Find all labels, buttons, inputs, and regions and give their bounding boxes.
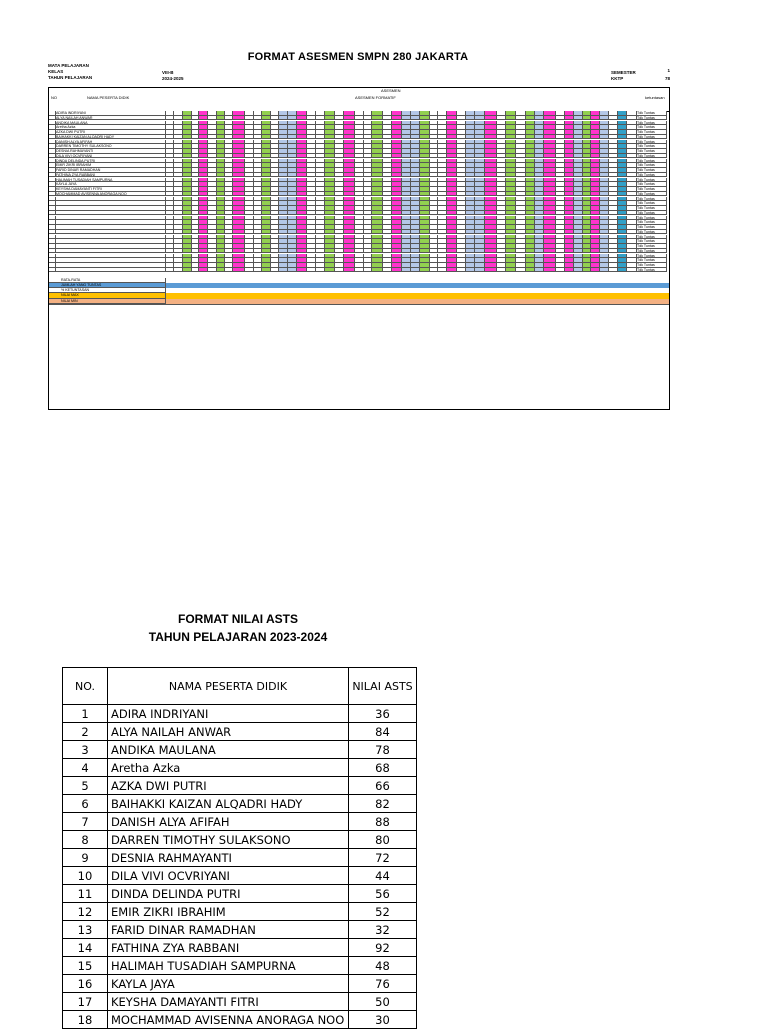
asts-score: 32: [349, 921, 417, 939]
grid-cell: Tdk Tuntas: [637, 211, 667, 216]
grid-cell: Tdk Tuntas: [637, 263, 667, 268]
grid-cell: Tdk Tuntas: [637, 116, 667, 121]
student-name: Aretha Azka: [108, 759, 349, 777]
footer-label: JUMLAH YANG TUNTAS: [49, 283, 166, 288]
grid-cell: [506, 268, 516, 273]
asts-score: 68: [349, 759, 417, 777]
meta-label-class: KELAS: [48, 69, 64, 74]
grid-cell: BAIHAKKI KAIZAN ALQADRI HADY: [56, 135, 166, 140]
footer-label: NILAI MIN: [49, 299, 166, 304]
grid-body: [49, 111, 669, 409]
grid-cell: [583, 268, 591, 273]
asts-score: 66: [349, 777, 417, 795]
grid-cell: Tdk Tuntas: [637, 201, 667, 206]
grid-cell: [208, 268, 217, 273]
grid-cell: Aretha Azka: [56, 125, 166, 130]
asts-score: 92: [349, 939, 417, 957]
table-row: [63, 759, 417, 777]
footer-label: % KETUNTASAN: [49, 288, 166, 293]
grid-cell: [438, 268, 447, 273]
table-row: [63, 993, 417, 1011]
grid-cell: [174, 268, 183, 273]
grid-cell: [600, 268, 609, 273]
grid-cell: [609, 268, 618, 273]
grid-cell: Tdk Tuntas: [637, 244, 667, 249]
grid-cell: Tdk Tuntas: [637, 159, 667, 164]
asts-score: 80: [349, 831, 417, 849]
grid-cell: [516, 268, 526, 273]
table-row: [63, 723, 417, 741]
sheet-meta-values: [162, 70, 184, 82]
row-number: 8: [63, 831, 108, 849]
table-row: [63, 975, 417, 993]
asts-title: [148, 610, 328, 646]
grid-cell: Tdk Tuntas: [637, 144, 667, 149]
table-row: [63, 885, 417, 903]
asts-title-line1: FORMAT NILAI ASTS: [178, 612, 298, 626]
table-row: [63, 921, 417, 939]
grid-cell: MOCHAMMAD AVISENNA ANORAGA NOO: [56, 192, 166, 197]
row-number: 3: [63, 741, 108, 759]
grid-cell: [297, 268, 307, 273]
grid-cell: [475, 268, 485, 273]
table-row: [63, 849, 417, 867]
student-name: FATHINA ZYA RABBANI: [108, 939, 349, 957]
table-row: [63, 705, 417, 723]
grid-cell: [485, 268, 497, 273]
asts-score: 50: [349, 993, 417, 1011]
grid-cell: Tdk Tuntas: [637, 235, 667, 240]
row-number: 13: [63, 921, 108, 939]
meta-label-year: TAHUN PELAJARAN: [48, 75, 93, 80]
grid-cell: Tdk Tuntas: [637, 239, 667, 244]
asts-body: [63, 705, 417, 1029]
asts-score: 48: [349, 957, 417, 975]
grid-cell: HALIMAH TUSADIAH SAMPURNA: [56, 178, 166, 183]
grid-cell: [262, 268, 271, 273]
table-row: [63, 867, 417, 885]
grid-cell: [335, 268, 344, 273]
assessment-grid: [48, 87, 670, 410]
student-name: HALIMAH TUSADIAH SAMPURNA: [108, 957, 349, 975]
meta-label-subject: MATA PELAJARAN: [48, 63, 89, 68]
grid-cell: Tdk Tuntas: [637, 254, 667, 259]
asts-score: 84: [349, 723, 417, 741]
col-no-header: NO.: [63, 668, 108, 705]
semester-label: SEMESTER: [611, 70, 636, 75]
grid-cell: [497, 268, 506, 273]
grid-cell: DINDA DELINDA PUTRI: [56, 159, 166, 164]
grid-cell: [420, 268, 430, 273]
grid-cell: Tdk Tuntas: [637, 178, 667, 183]
grid-cell: [618, 268, 627, 273]
grid-cell: KEYSHA DAMAYANTI FITRI: [56, 187, 166, 192]
grid-cell: [565, 268, 574, 273]
grid-cell: [307, 268, 316, 273]
semester-value: 1: [667, 68, 670, 73]
header-no: NO: [51, 95, 57, 100]
table-row: [63, 795, 417, 813]
grid-cell: [325, 268, 335, 273]
grid-cell: Tdk Tuntas: [637, 225, 667, 230]
grid-cell: [457, 268, 466, 273]
grid-cell: [364, 268, 372, 273]
grid-cell: KAYLA JAYA: [56, 182, 166, 187]
grid-cell: [288, 268, 297, 273]
grid-cell: [166, 268, 174, 273]
grid-cell: Tdk Tuntas: [637, 220, 667, 225]
header-ketuntasan: ketuntasan: [645, 95, 665, 100]
kktp-value: 78: [664, 76, 670, 81]
asts-score: 88: [349, 813, 417, 831]
student-name: DILA VIVI OCVRIYANI: [108, 867, 349, 885]
grid-cell: [217, 268, 225, 273]
grid-cell: Tdk Tuntas: [637, 130, 667, 135]
grid-cell: DILA VIVI OCVRIYANI: [56, 154, 166, 159]
grid-cell: Tdk Tuntas: [637, 140, 667, 145]
grid-cell: [372, 268, 383, 273]
row-number: 14: [63, 939, 108, 957]
footer-label: RATA-RATA: [49, 278, 166, 283]
grid-cell: [192, 268, 199, 273]
header-formatif: ASESMEN FORMATIF: [355, 95, 396, 100]
sheet-meta-right-values: [648, 70, 670, 82]
table-row: [63, 777, 417, 795]
asts-title-line2: TAHUN PELAJARAN 2023-2024: [148, 630, 328, 644]
table-row: [63, 741, 417, 759]
grid-cell: DANISH ALYA AFIFAH: [56, 140, 166, 145]
grid-cell: [271, 268, 279, 273]
grid-cell: Tdk Tuntas: [637, 121, 667, 126]
meta-value-year: 2024-2025: [162, 76, 184, 81]
row-number: 6: [63, 795, 108, 813]
grid-cell: DARREN TIMOTHY SULAKSONO: [56, 144, 166, 149]
grid-cell: [56, 268, 166, 273]
row-number: 18: [63, 1011, 108, 1029]
student-name: ANDIKA MAULANA: [108, 741, 349, 759]
row-number: 1: [63, 705, 108, 723]
grid-cell: [402, 268, 411, 273]
grid-cell: [574, 268, 583, 273]
grid-cell: [383, 268, 392, 273]
student-name: EMIR ZIKRI IBRAHIM: [108, 903, 349, 921]
table-row: [63, 1011, 417, 1029]
grid-cell: Tdk Tuntas: [637, 216, 667, 221]
grid-cell: [591, 268, 600, 273]
grid-cell: Tdk Tuntas: [637, 258, 667, 263]
sheet-meta-right-labels: [611, 70, 636, 82]
row-number: 16: [63, 975, 108, 993]
asts-header-row: [63, 668, 417, 705]
asts-table: [62, 667, 417, 1029]
grid-cell: Tdk Tuntas: [637, 230, 667, 235]
grid-cell: [411, 268, 420, 273]
footer-label: NILAI MAX: [49, 293, 166, 298]
table-row: [63, 813, 417, 831]
grid-cell: Tdk Tuntas: [637, 192, 667, 197]
table-row: [63, 939, 417, 957]
row-number: 15: [63, 957, 108, 975]
grid-row: [49, 268, 669, 273]
grid-cell: AZKA DWI PUTRI: [56, 130, 166, 135]
student-name: BAIHAKKI KAIZAN ALQADRI HADY: [108, 795, 349, 813]
asts-score: 72: [349, 849, 417, 867]
kktp-label: KKTP: [611, 76, 624, 81]
asts-score: 56: [349, 885, 417, 903]
asts-score: 82: [349, 795, 417, 813]
grid-cell: [344, 268, 355, 273]
grid-cell: Tdk Tuntas: [637, 135, 667, 140]
col-name-header: NAMA PESERTA DIDIK: [108, 668, 349, 705]
asts-score: 44: [349, 867, 417, 885]
grid-cell: FATHINA ZYA RABBANI: [56, 173, 166, 178]
grid-cell: ANDIKA MAULANA: [56, 121, 166, 126]
asts-score: 76: [349, 975, 417, 993]
asts-score: 36: [349, 705, 417, 723]
grid-cell: [316, 268, 325, 273]
grid-cell: Tdk Tuntas: [637, 154, 667, 159]
grid-cell: [225, 268, 233, 273]
row-number: 5: [63, 777, 108, 795]
col-score-header: NILAI ASTS: [349, 668, 417, 705]
row-number: 11: [63, 885, 108, 903]
student-name: DANISH ALYA AFIFAH: [108, 813, 349, 831]
student-name: DESNIA RAHMAYANTI: [108, 849, 349, 867]
grid-cell: DESNIA RAHMAYANTI: [56, 149, 166, 154]
grid-cell: Tdk Tuntas: [637, 187, 667, 192]
grid-cell: Tdk Tuntas: [637, 149, 667, 154]
grid-cell: ADIRA INDRIYANI: [56, 111, 166, 116]
row-number: 10: [63, 867, 108, 885]
grid-cell: [49, 268, 56, 273]
grid-cell: [627, 268, 637, 273]
grid-cell: EMIR ZIKRI IBRAHIM: [56, 163, 166, 168]
grid-header: [49, 88, 669, 112]
grid-cell: [233, 268, 245, 273]
header-asesmen: ASESMEN: [381, 88, 401, 93]
header-name: NAMA PESERTA DIDIK: [87, 95, 130, 100]
row-number: 2: [63, 723, 108, 741]
grid-cell: Tdk Tuntas: [637, 173, 667, 178]
row-number: 17: [63, 993, 108, 1011]
table-row: [63, 831, 417, 849]
grid-cell: ALYA NAILAH ANWAR: [56, 116, 166, 121]
asts-score: 78: [349, 741, 417, 759]
grid-cell: Tdk Tuntas: [637, 249, 667, 254]
row-number: 9: [63, 849, 108, 867]
grid-cell: Tdk Tuntas: [637, 197, 667, 202]
grid-cell: [466, 268, 475, 273]
grid-cell: [245, 268, 254, 273]
student-name: KAYLA JAYA: [108, 975, 349, 993]
grid-cell: [279, 268, 288, 273]
student-name: KEYSHA DAMAYANTI FITRI: [108, 993, 349, 1011]
student-name: ADIRA INDRIYANI: [108, 705, 349, 723]
grid-cell: [199, 268, 208, 273]
grid-cell: [447, 268, 457, 273]
grid-cell: Tdk Tuntas: [637, 125, 667, 130]
grid-footer-row: [49, 299, 669, 305]
sheet-meta-labels: [48, 63, 92, 81]
grid-cell: FARID DINAR RAMADHAN: [56, 168, 166, 173]
row-number: 12: [63, 903, 108, 921]
grid-cell: [430, 268, 438, 273]
asts-score: 30: [349, 1011, 417, 1029]
grid-cell: [544, 268, 556, 273]
row-number: 7: [63, 813, 108, 831]
student-name: FARID DINAR RAMADHAN: [108, 921, 349, 939]
student-name: DINDA DELINDA PUTRI: [108, 885, 349, 903]
grid-cell: Tdk Tuntas: [637, 206, 667, 211]
asts-score: 52: [349, 903, 417, 921]
meta-value-class: VIII-B: [162, 70, 174, 75]
grid-cell: [254, 268, 262, 273]
grid-cell: Tdk Tuntas: [637, 163, 667, 168]
grid-cell: Tdk Tuntas: [637, 168, 667, 173]
student-name: AZKA DWI PUTRI: [108, 777, 349, 795]
grid-cell: [392, 268, 402, 273]
grid-cell: [556, 268, 565, 273]
student-name: MOCHAMMAD AVISENNA ANORAGA NOO: [108, 1011, 349, 1029]
grid-cell: [355, 268, 364, 273]
student-name: DARREN TIMOTHY SULAKSONO: [108, 831, 349, 849]
grid-cell: Tdk Tuntas: [637, 182, 667, 187]
grid-cell: Tdk Tuntas: [637, 111, 667, 116]
grid-cell: [535, 268, 544, 273]
table-row: [63, 903, 417, 921]
row-number: 4: [63, 759, 108, 777]
sheet-title: FORMAT ASESMEN SMPN 280 JAKARTA: [247, 51, 469, 63]
table-row: [63, 957, 417, 975]
grid-cell: Tdk Tuntas: [637, 268, 667, 273]
student-name: ALYA NAILAH ANWAR: [108, 723, 349, 741]
grid-cell: [183, 268, 192, 273]
grid-cell: [526, 268, 535, 273]
